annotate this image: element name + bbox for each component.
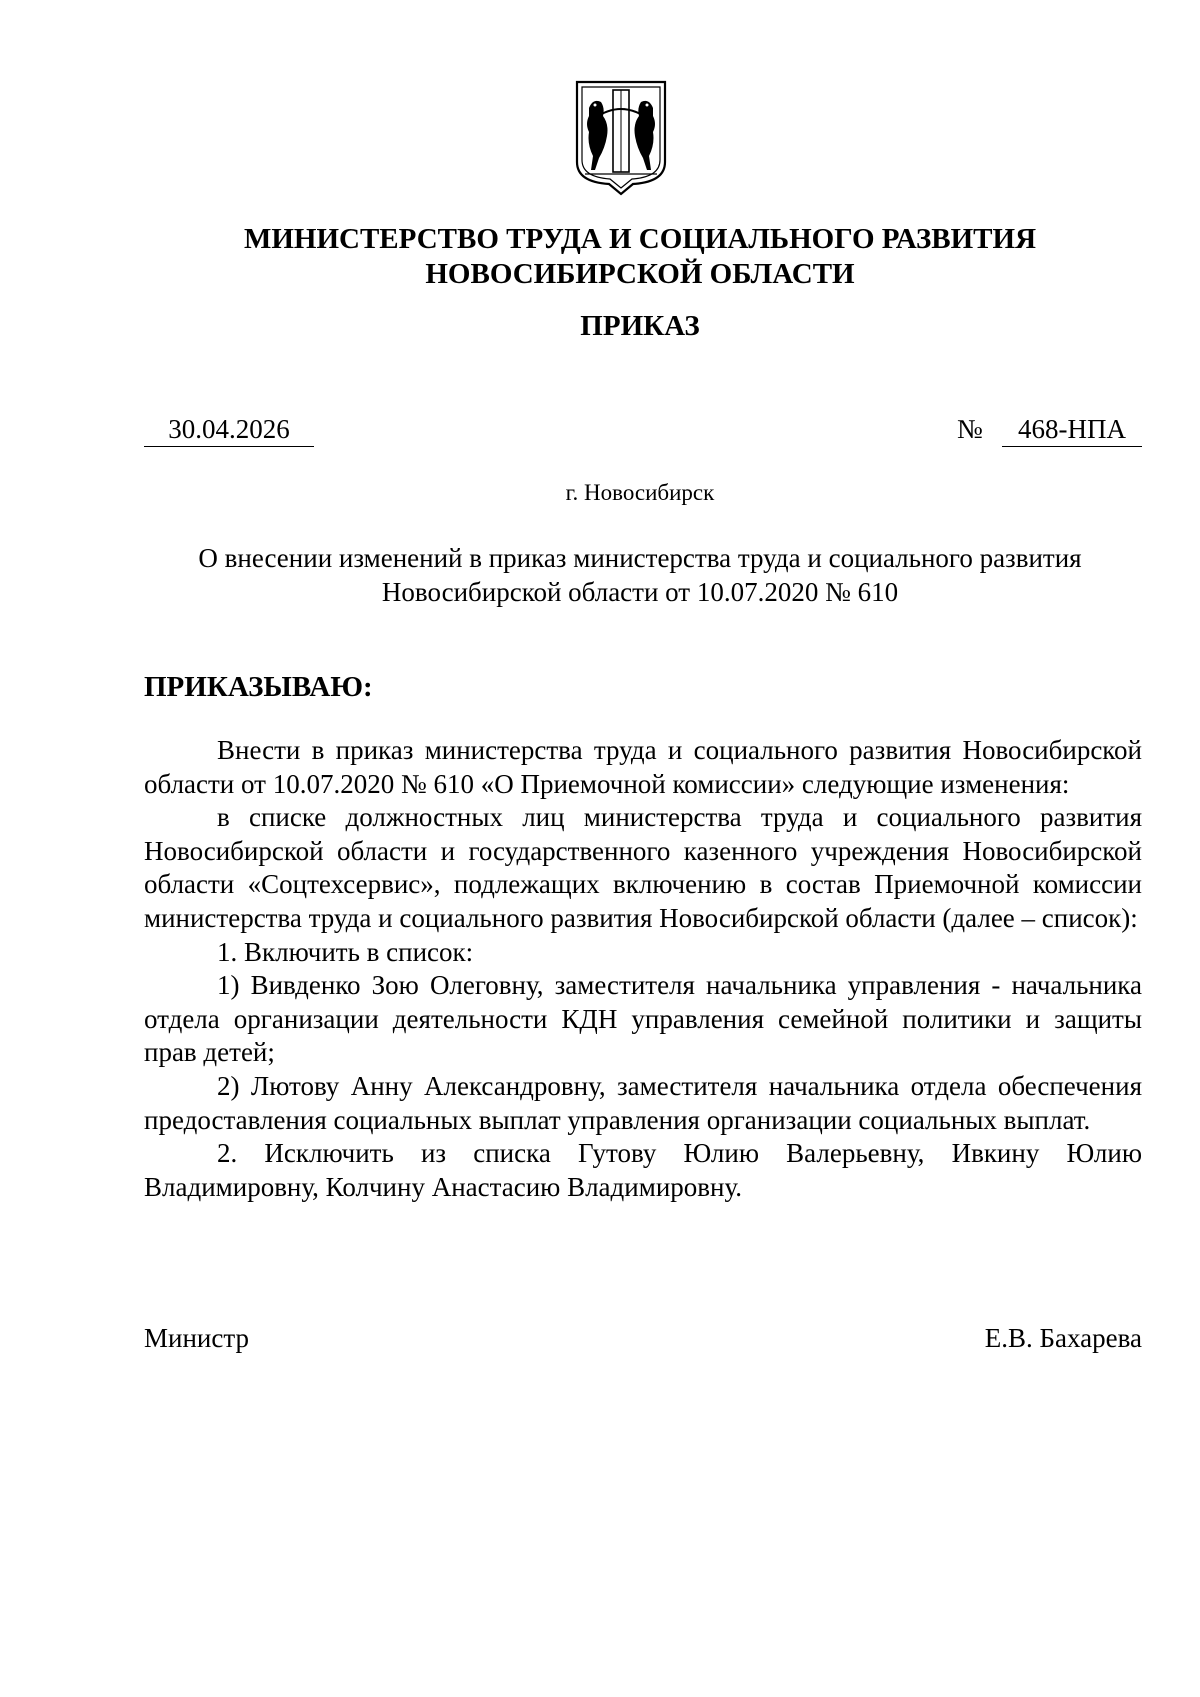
order-body bbox=[144, 734, 1142, 1204]
order-date: 30.04.2026 bbox=[144, 412, 314, 447]
paragraph-include-heading: 1. Включить в список: bbox=[217, 936, 474, 967]
ministry-name-line1: МИНИСТЕРСТВО ТРУДА И СОЦИАЛЬНОГО РАЗВИТИЯ bbox=[243, 223, 1037, 255]
order-number: 468-НПА bbox=[1002, 412, 1142, 447]
city: г. Новосибирск bbox=[565, 480, 715, 505]
paragraph-exclude: 2. Исключить из списка Гутову Юлию Валерьевну, Ивкину Юлию Владимировну, Колчину Анастасию Владимировну. bbox=[144, 1138, 1142, 1202]
order-directive: ПРИКАЗЫВАЮ: bbox=[144, 671, 373, 703]
order-subject bbox=[140, 541, 1140, 609]
paragraph-list-description: в списке должностных лиц министерства труда и социального развития Новосибирской области и государственного казенного учреждения Новосибирской области «Соцтехсервис», подлежащих включению в состав Приемочной комиссии министерства труда и социального развития Новосибирской области (далее – список): bbox=[144, 802, 1142, 933]
order-subject-line2: Новосибирской области от 10.07.2020 № 610 bbox=[381, 577, 899, 607]
ministry-name-line2: НОВОСИБИРСКОЙ ОБЛАСТИ bbox=[425, 258, 855, 290]
paragraph-include-item-1: 1) Вивденко Зою Олеговну, заместителя начальника управления - начальника отдела организации деятельности КДН управления семейной политики и защиты прав детей; bbox=[144, 970, 1142, 1068]
signer-title: Министр bbox=[144, 1323, 249, 1353]
paragraph-include-item-2: 2) Лютову Анну Александровну, заместителя начальника отдела обеспечения предоставления социальных выплат управления организации социальных выплат. bbox=[144, 1070, 1142, 1135]
order-subject-line1: О внесении изменений в приказ министерства труда и социального развития bbox=[198, 543, 1082, 573]
coat-of-arms-icon bbox=[573, 78, 669, 196]
number-sign: № bbox=[957, 414, 983, 444]
signer-name: Е.В. Бахарева bbox=[984, 1323, 1142, 1353]
paragraph-intro: Внести в приказ министерства труда и социального развития Новосибирской области от 10.07.2020 № 610 «О Приемочной комиссии» следующие изменения: bbox=[144, 735, 1142, 799]
document-type: ПРИКАЗ bbox=[580, 310, 700, 342]
ministry-name bbox=[140, 222, 1140, 292]
